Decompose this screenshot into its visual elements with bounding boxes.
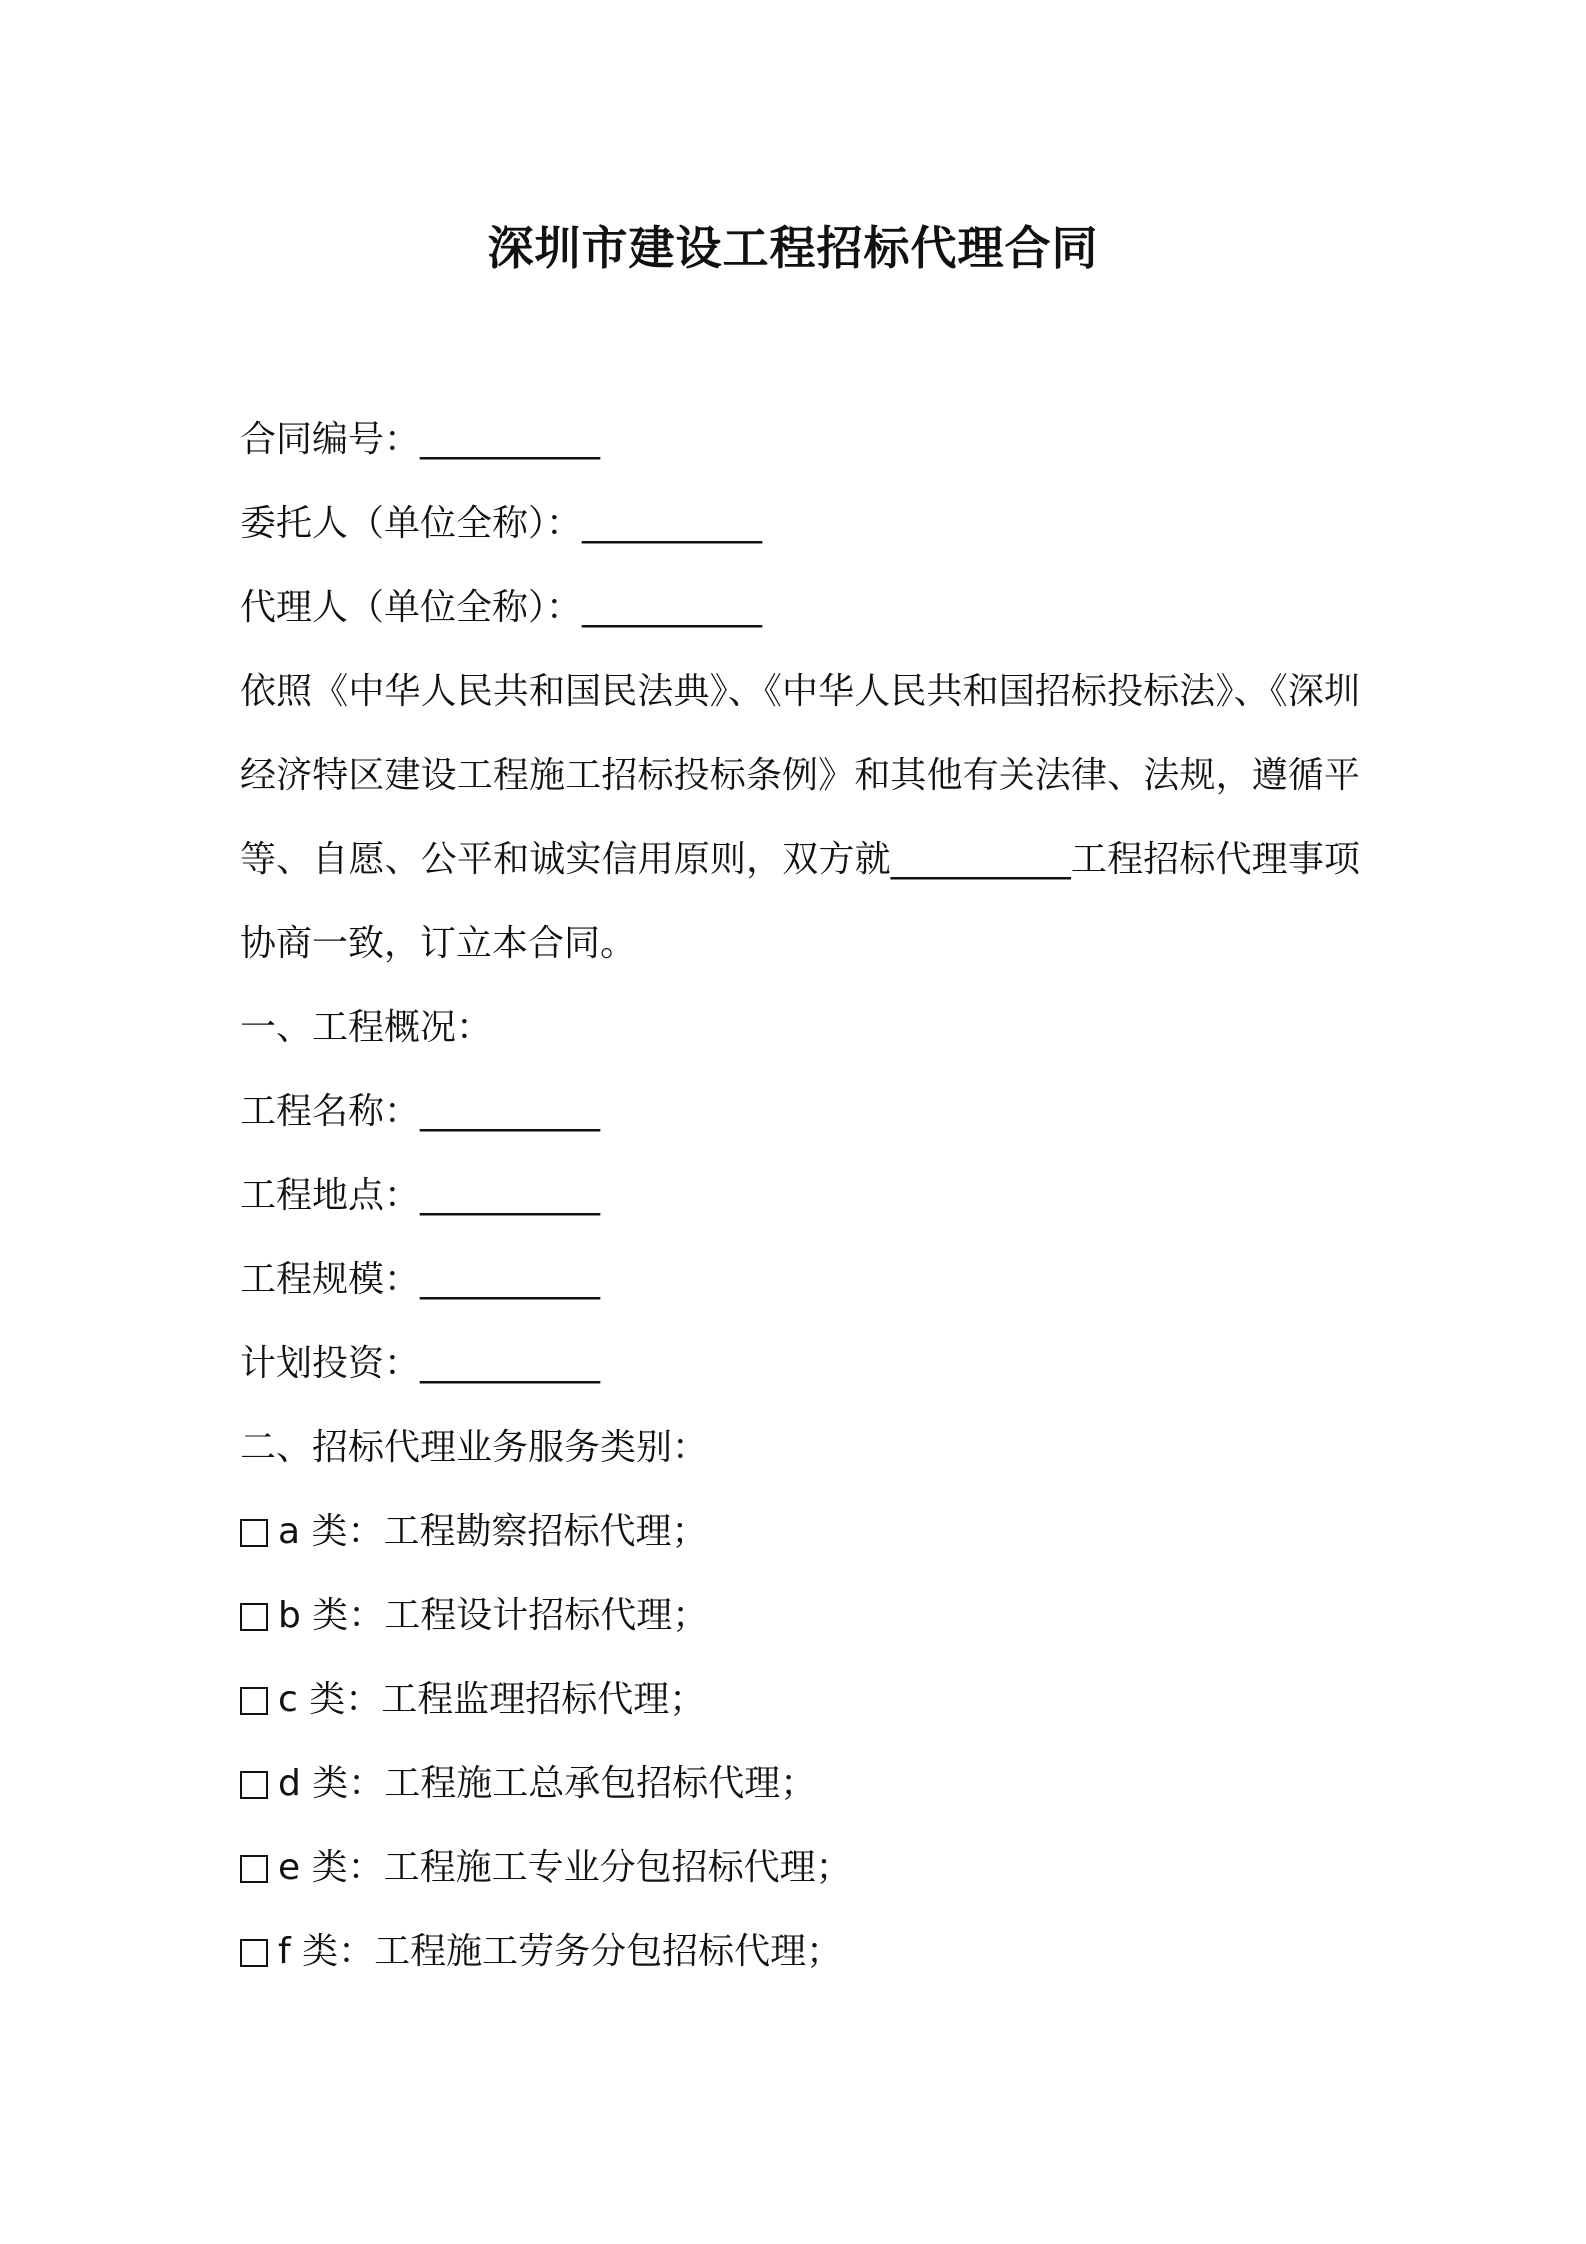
option-c: [240, 1658, 1360, 1742]
planned-investment-field: 计划投资：__________: [240, 1343, 601, 1384]
contract-number-field: 合同编号：__________: [240, 419, 601, 460]
option-d-label: d 类：工程施工总承包招标代理；: [278, 1763, 817, 1804]
project-name-field: 工程名称：__________: [240, 1091, 601, 1132]
checkbox-d[interactable]: [240, 1771, 268, 1799]
agent-field: 代理人（单位全称）：__________: [240, 587, 763, 628]
checkbox-b[interactable]: [240, 1603, 268, 1631]
option-d: [240, 1742, 1360, 1826]
option-a: [240, 1490, 1360, 1574]
document-title: 深圳市建设工程招标代理合同: [487, 221, 1099, 275]
option-b-label: b 类：工程设计招标代理；: [278, 1595, 709, 1636]
option-e-label: e 类：工程施工专业分包招标代理；: [278, 1847, 852, 1888]
section2-heading: 二、招标代理业务服务类别：: [240, 1427, 709, 1468]
checkbox-f[interactable]: [240, 1939, 268, 1967]
client-field: 委托人（单位全称）：__________: [240, 503, 763, 544]
option-e: [240, 1826, 1360, 1910]
project-location-field: 工程地点：__________: [240, 1175, 601, 1216]
checkbox-e[interactable]: [240, 1855, 268, 1883]
option-c-label: c 类：工程监理招标代理；: [278, 1679, 706, 1720]
option-f: [240, 1910, 1360, 1994]
checkbox-c[interactable]: [240, 1687, 268, 1715]
checkbox-a[interactable]: [240, 1519, 268, 1547]
option-a-label: a 类：工程勘察招标代理；: [278, 1511, 708, 1552]
preamble-paragraph: 依照《中华人民共和国民法典》、《中华人民共和国招标投标法》、《深圳经济特区建设工程施工招标投标条例》和其他有关法律、法规，遵循平等、自愿、公平和诚实信用原则，双方就__________工程招标代理事项协商一致，订立本合同。: [240, 671, 1360, 964]
option-f-label: f 类：工程施工劳务分包招标代理；: [278, 1931, 843, 1972]
option-b: [240, 1574, 1360, 1658]
document-body: [240, 398, 1360, 1994]
section1-heading: 一、工程概况：: [240, 1007, 493, 1048]
project-scale-field: 工程规模：__________: [240, 1259, 601, 1300]
